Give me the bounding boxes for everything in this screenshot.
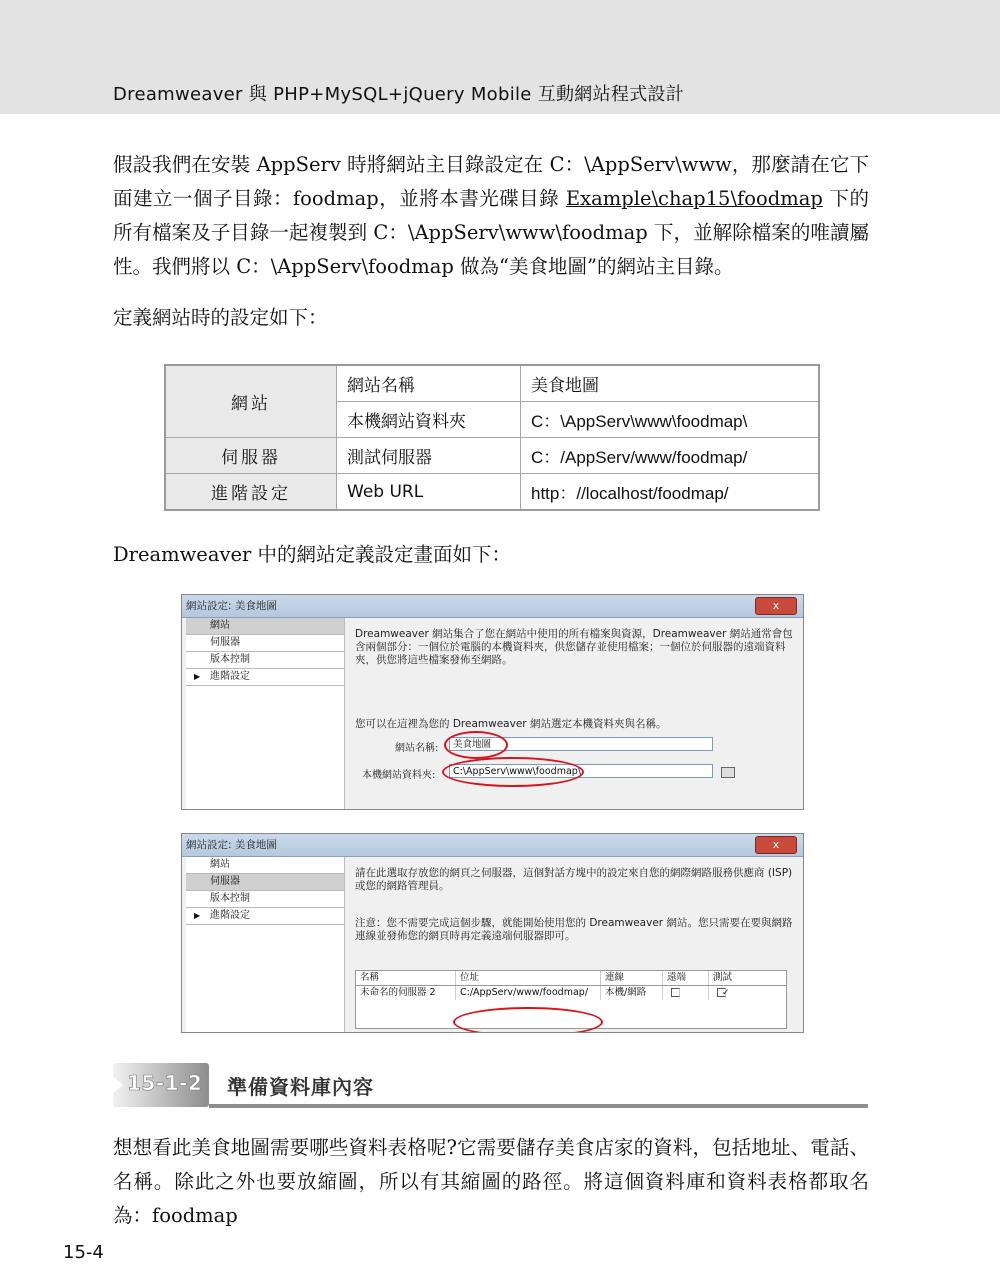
group-cell: 進階設定 (165, 474, 337, 511)
group-cell: 伺服器 (165, 438, 337, 474)
site-hint: 您可以在這裡為您的 Dreamweaver 網站選定本機資料夾與名稱。 (355, 718, 667, 730)
dialog-nav (186, 618, 345, 809)
nav-item-servers[interactable] (186, 635, 344, 652)
intro-text-1: 假設我們在安裝 AppServ 時將網站主目錄設定在 C：\AppServ\www，那麼請在它下面建立一個子目錄：foodmap，並將本書光碟目錄 (113, 153, 869, 210)
test-checkbox[interactable]: ✓ (717, 988, 726, 997)
define-text: 定義網站時的設定如下： (113, 306, 328, 329)
label-cell: 網站名稱 (337, 365, 521, 402)
nav-item-version-control[interactable] (186, 891, 344, 908)
table-row (165, 474, 819, 511)
nav-label: 伺服器 (210, 876, 240, 887)
server-name-cell: 未命名的伺服器 2 (356, 986, 456, 1000)
column-header: 遠端 (663, 971, 709, 985)
nav-item-version-control[interactable] (186, 652, 344, 669)
site-name-label: 網站名稱: (395, 743, 439, 754)
highlight-oval (442, 757, 584, 787)
close-button[interactable]: x (755, 597, 797, 615)
dialog-titlebar (182, 834, 803, 857)
site-setup-dialog-servers (181, 833, 804, 1033)
dialog-titlebar (182, 595, 803, 618)
nav-item-site[interactable] (186, 857, 344, 874)
local-folder-label: 本機網站資料夾: (362, 770, 436, 781)
nav-item-site[interactable] (186, 618, 344, 635)
value-cell: 美食地圖 (521, 365, 820, 402)
intro-paragraph (113, 148, 869, 284)
expand-arrow-icon: ▶ (194, 672, 201, 681)
server-address-cell: C:/AppServ/www/foodmap/ (456, 986, 601, 1000)
caption-text: Dreamweaver 中的網站定義設定畫面如下： (113, 543, 512, 566)
dialog-title: 網站設定: 美食地圖 (186, 839, 277, 851)
table-row[interactable] (356, 986, 786, 1000)
label-cell: 測試伺服器 (337, 438, 521, 474)
example-path-link: Example\chap15\foodmap (565, 187, 823, 210)
nav-label: 網站 (210, 859, 230, 870)
nav-label: 伺服器 (210, 637, 240, 648)
servers-note: 注意：您不需要完成這個步驟，就能開始使用您的 Dreamweaver 網站。您只需要在要與網路連線並發佈您的網頁時再定義遠端伺服器即可。 (355, 917, 793, 942)
column-header: 位址 (456, 971, 601, 985)
section-title: 準備資料庫內容 (227, 1075, 374, 1099)
dialog-pane (345, 618, 803, 809)
table-row (165, 438, 819, 474)
local-folder-input[interactable]: C:\AppServ\www\foodmap\ (449, 764, 713, 778)
close-button[interactable]: x (755, 836, 797, 854)
remote-cell (663, 986, 709, 1000)
value-cell: C：\AppServ\www\foodmap\ (521, 402, 820, 438)
nav-label: 進階設定 (210, 671, 250, 682)
label-cell: 本機網站資料夾 (337, 402, 521, 438)
servers-description: 請在此選取存放您的網頁之伺服器，這個對話方塊中的設定來自您的網際網路服務供應商 (ISP) 或您的網路管理員。 (355, 867, 793, 892)
nav-label: 進階設定 (210, 910, 250, 921)
group-cell: 網站 (165, 365, 337, 438)
highlight-oval (453, 1007, 603, 1033)
test-cell (709, 986, 784, 1000)
folder-icon[interactable] (721, 767, 735, 778)
section-arrow-icon (113, 1077, 123, 1093)
closing-paragraph: 想想看此美食地圖需要哪些資料表格呢?它需要儲存美食店家的資料，包括地址、電話、名稱。除此之外也要放縮圖，所以有其縮圖的路徑。將這個資料庫和資料表格都取名為：foodmap (113, 1136, 869, 1227)
site-name-input[interactable]: 美食地圖 (449, 737, 713, 751)
dialog-pane (345, 857, 803, 1032)
column-header: 名稱 (356, 971, 456, 985)
table-row (165, 365, 819, 402)
page-number: 15-4 (63, 1242, 104, 1263)
settings-table (164, 364, 820, 511)
highlight-oval (444, 731, 508, 759)
expand-arrow-icon: ▶ (194, 911, 201, 920)
remote-checkbox[interactable] (671, 988, 680, 997)
dialog-body (182, 857, 803, 1032)
site-setup-dialog-site (181, 594, 804, 810)
column-header: 連線 (601, 971, 663, 985)
book-title: Dreamweaver 與 PHP+MySQL+jQuery Mobile 互動網站程式設計 (113, 84, 685, 105)
section-rule (209, 1104, 868, 1108)
nav-item-advanced[interactable] (186, 908, 344, 925)
table-header (356, 971, 786, 986)
dialog-body (182, 618, 803, 809)
nav-label: 版本控制 (210, 654, 250, 665)
nav-item-advanced[interactable] (186, 669, 344, 686)
column-header: 測試 (713, 972, 733, 983)
site-description: Dreamweaver 網站集合了您在網站中使用的所有檔案與資源，Dreamweaver 網站通常會包含兩個部分：一個位於電腦的本機資料夾，供您儲存並使用檔案；一個位於伺服器的遠端資料夾，供您將這些檔案發佈至網路。 (355, 628, 793, 666)
intro-text-2: 下的所有檔案及子目錄一起複製到 C：\AppServ\www\foodmap 下，並解除檔案的唯讀屬性。我們將以 C：\AppServ\foodmap 做為“美食地圖”的網站主目錄。 (113, 187, 869, 278)
value-cell: http：//localhost/foodmap/ (521, 474, 820, 511)
connection-cell: 本機/網路 (601, 986, 663, 1000)
nav-item-servers[interactable] (186, 874, 344, 891)
value-cell: C：/AppServ/www/foodmap/ (521, 438, 820, 474)
nav-label: 網站 (210, 620, 230, 631)
page-header (0, 0, 1000, 114)
dialog-title: 網站設定: 美食地圖 (186, 600, 277, 612)
dialog-nav (186, 857, 345, 1032)
nav-label: 版本控制 (210, 893, 250, 904)
label-cell: Web URL (337, 474, 521, 511)
section-heading (113, 1063, 868, 1107)
section-number: 15-1-2 (127, 1071, 203, 1095)
